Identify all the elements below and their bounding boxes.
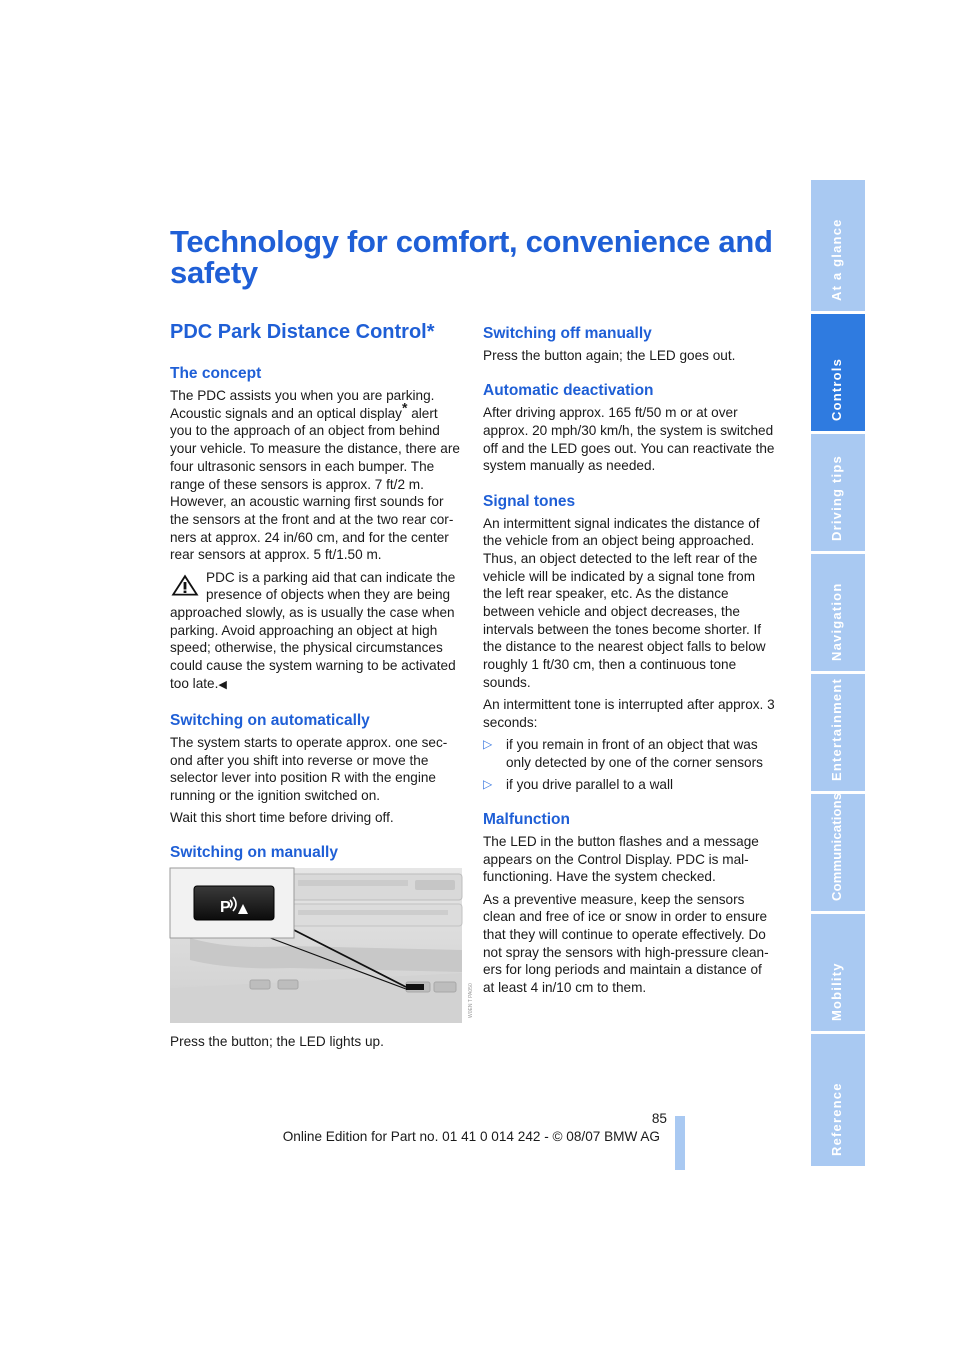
warning-icon xyxy=(170,573,200,597)
signal-tones-paragraph-2: An intermittent tone is interrupted after approx. 3 seconds: xyxy=(483,697,775,730)
list-item-text: if you remain in front of an object that was only detected by one of the corner sensors xyxy=(506,736,763,770)
manual-on-heading: Switching on manually xyxy=(170,844,338,862)
signal-tones-list xyxy=(483,736,775,794)
malfunction-paragraph: The LED in the button flashes and a message appears on the Control Display. PDC is mal-functioning. Have the system checked. xyxy=(483,834,759,885)
list-item xyxy=(483,736,775,771)
pdc-button-figure xyxy=(170,868,474,1023)
manual-off-paragraph: Press the button again; the LED goes out. xyxy=(483,348,736,363)
auto-on-paragraph: The system starts to operate approx. one sec-ond after you shift into reverse or move the selector lever into position R with the engine running or the ignition switched on. xyxy=(170,734,448,804)
left-column xyxy=(170,364,474,1056)
tab-navigation[interactable] xyxy=(811,554,865,671)
warning-text: PDC is a parking aid that can indicate the presence of objects when they are being approached slowly, as is usually the case when parking. Avoid approaching an object at high speed; otherwise, the physical circumstances could cause the system warning to be activated too late. xyxy=(170,569,456,691)
page-title: Technology for comfort, convenience and safety xyxy=(170,224,773,290)
auto-on-heading: Switching on automatically xyxy=(170,711,370,729)
tab-label: Reference xyxy=(829,1082,844,1156)
tab-communications[interactable] xyxy=(811,794,865,911)
auto-on-paragraph-2: Wait this short time before driving off. xyxy=(170,810,394,826)
end-marker-icon: ◀ xyxy=(218,678,227,691)
tab-label: At a glance xyxy=(829,218,844,301)
concept-paragraph xyxy=(170,387,462,564)
tab-label: Communications xyxy=(829,792,844,901)
page-number-bar xyxy=(675,1116,685,1170)
warning-note xyxy=(170,569,462,695)
triangle-bullet-icon: ▷ xyxy=(483,776,493,791)
figure-code: W0EN T PA050 xyxy=(468,983,474,1019)
malfunction-heading: Malfunction xyxy=(483,811,570,829)
auto-deactivation-paragraph: After driving approx. 165 ft/50 m or at over approx. 20 mph/30 km/h, the system is switched off and the LED goes out. You can reactivate the system manually as needed. xyxy=(483,405,775,474)
list-item-text: if you drive parallel to a wall xyxy=(506,776,673,792)
malfunction-paragraph-2: As a preventive measure, keep the sensors clean and free of ice or snow in order to ensure that they will continue to operate effectively. Do not spray the sensors with high-pressure clean-ers for long periods and maintain a distance of at least 4 in/10 cm to them. xyxy=(483,891,769,996)
tab-reference[interactable] xyxy=(811,1034,865,1166)
tab-label: Controls xyxy=(829,357,844,421)
tab-controls[interactable] xyxy=(811,314,865,431)
tab-label: Navigation xyxy=(829,582,844,661)
triangle-bullet-icon: ▷ xyxy=(483,736,493,751)
tab-mobility[interactable] xyxy=(811,914,865,1031)
page-number: 85 xyxy=(651,1111,667,1126)
tab-driving-tips[interactable] xyxy=(811,434,865,551)
tab-label: Driving tips xyxy=(829,455,844,541)
pdc-button-label: P xyxy=(220,899,231,917)
signal-tones-paragraph: An intermittent signal indicates the distance of the vehicle from an object being approached. Thus, an object detected to the left rear of the vehicle will be indicated by a signal tone from the left rear speaker, etc. As the distance between vehicle and object decreases, the intervals between the tones become shorter. If the distance to the nearest object falls to below roughly 1 ft/30 cm, then a continuous tone sounds. xyxy=(483,515,766,690)
concept-text: The PDC assists you when you are parking. Acoustic signals and an optical display xyxy=(170,388,435,421)
tab-label: Mobility xyxy=(829,962,844,1021)
manual-off-heading: Switching off manually xyxy=(483,325,652,342)
tab-at-a-glance[interactable] xyxy=(811,180,865,311)
auto-deactivation-heading: Automatic deactivation xyxy=(483,382,654,400)
footer-text: Online Edition for Part no. 01 41 0 014 242 - © 08/07 BMW AG xyxy=(282,1129,660,1144)
tab-label: Entertainment xyxy=(829,677,844,781)
figure-caption: Press the button; the LED lights up. xyxy=(170,1034,384,1050)
signal-tones-heading: Signal tones xyxy=(483,492,576,510)
concept-heading: The concept xyxy=(170,365,262,382)
section-title: PDC Park Distance Control* xyxy=(170,321,435,343)
tab-entertainment[interactable] xyxy=(811,674,865,791)
optional-star: * xyxy=(401,399,408,416)
concept-text-cont: alert you to the approach of an object from behind your vehicle. To measure the distance, there are four ultrasonic sensors in each bumper. The range of these sensors is approx. 7 ft/2 m. However, an acoustic warning first sounds for the sensors at the front and at the two rear cor-ners at approx. 24 in/60 cm, and for the center rear sensors at approx. 5 ft/1.50 m. xyxy=(170,405,460,563)
right-column xyxy=(483,324,775,1001)
list-item xyxy=(483,776,775,794)
